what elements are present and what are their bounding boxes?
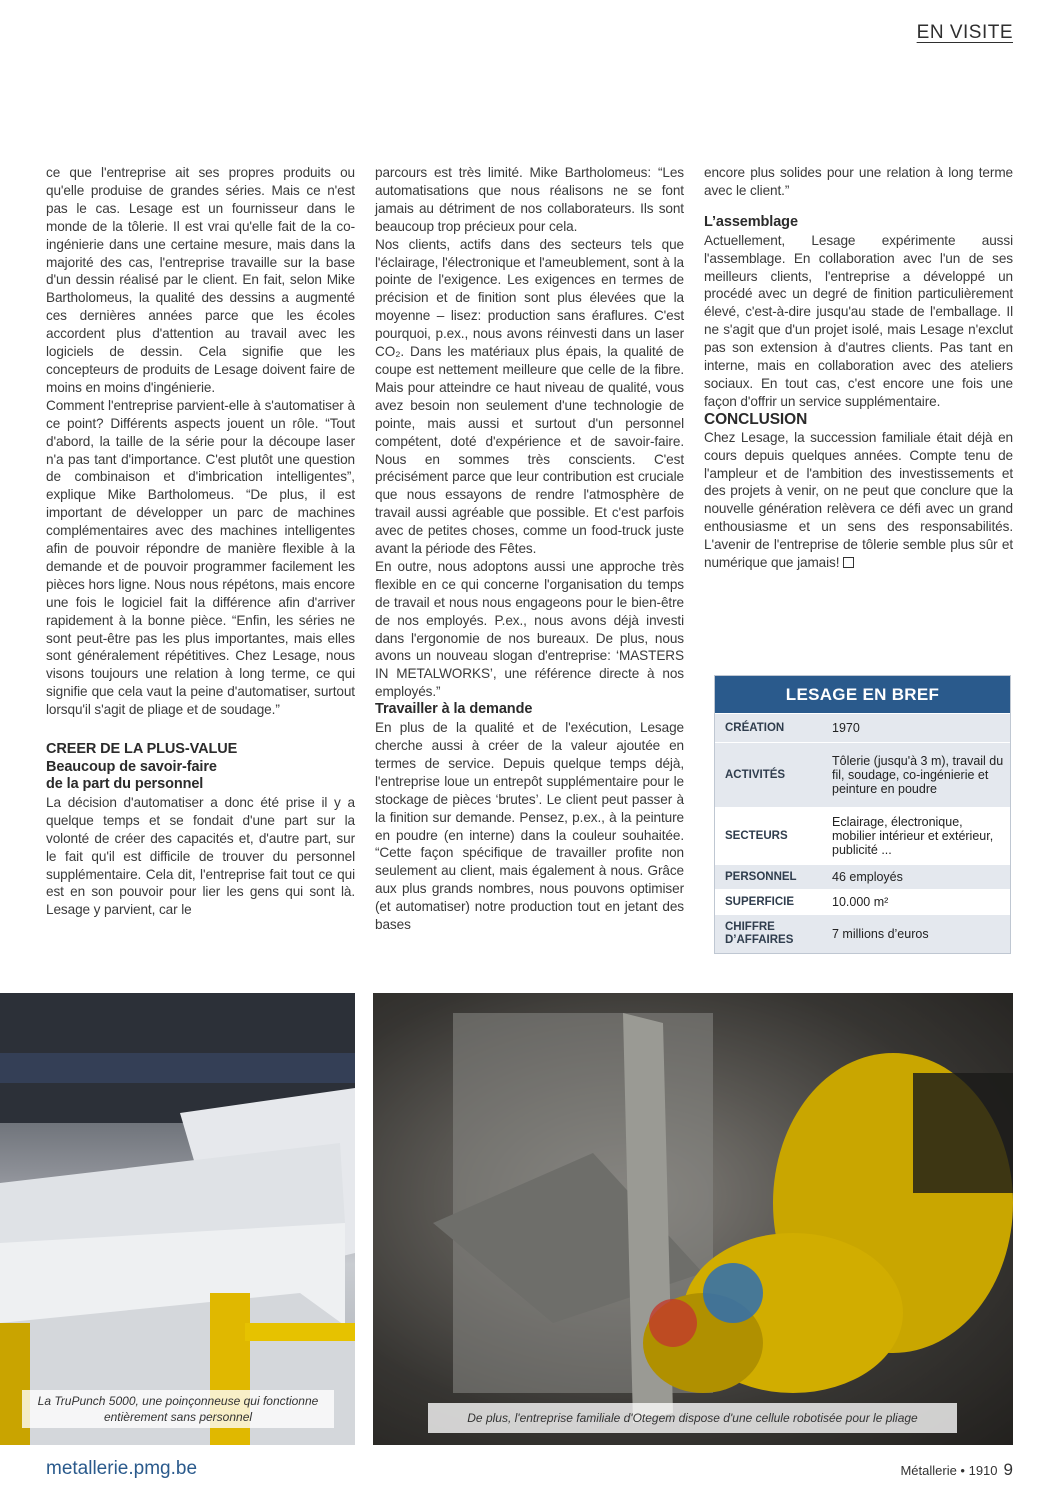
col2-paragraph-4: En plus de la qualité et de l'exécution, Lesage cherche aussi à créer de la valeur ajoutée en termes de service. Depuis quelque temps déjà, l'entreprise loue un entrepôt supplémentaire pour le stockage de pièces ‘brutes’. Le client peut passer à la finition sur demande. Pensez, p.ex., à la peinture en poudre (en interne) dans la couleur souhaitée. “Cette façon spécifique de travailler profite non seulement au client, mais également à nous. Grâce aux plus grands nombres, nous pouvons optimiser (et automatiser) notre production tout en jetant des bases (375, 720, 684, 933)
col1-subheading-line-2: de la part du personnel (46, 776, 204, 792)
col3-paragraph-3-text: Chez Lesage, la succession familiale était déjà en cours depuis quelques années. Compte tenu de l'ampleur et de l'ambition des investissements et des projets à venir, on ne peut que conclure que la nouvelle génération relèvera ce défi avec un grand enthousiasme et un sens des responsabilités. L'avenir de l'entreprise de tôlerie semble plus sûr et numérique que jamais! (704, 429, 1013, 571)
photo-caption-right: De plus, l'entreprise familiale d'Otegem dispose d'une cellule robotisée pour le pliage (428, 1403, 957, 1433)
fact-value: 7 millions d’euros (832, 927, 929, 941)
col2-paragraph-2: Nos clients, actifs dans des secteurs tels que l'éclairage, l'électronique et l'ameublement, sont à la pointe de l'exigence. Les exigences en termes de précision et de finition sont plus élevées que la moyenne – lisez: production sans éraflures. C'est pourquoi, p.ex., nous avons réinvesti dans un laser CO₂. Dans les matériaux plus épais, la qualité de coupe est nettement meilleure que celle de la fibre. Mais pour atteindre ce haut niveau de qualité, vous avez besoin non seulement d'une technologie de pointe, mais aussi et surtout d'un personnel compétent, doté d'expérience et de savoir-faire. Nous en sommes très conscients. C'est précisément parce que leur contribution est cruciale que nous essayons de rendre l'atmosphère de travail aussi agréable que possible. Et c'est parfois avec de petites choses, comme un food-truck juste avant la période des Fêtes. (375, 236, 684, 557)
footer-website[interactable]: metallerie.pmg.be (46, 1458, 198, 1479)
end-mark-icon (843, 557, 854, 568)
fact-key: PERSONNEL (725, 870, 797, 883)
fact-key: SECTEURS (725, 829, 788, 842)
fact-value: Tôlerie (jusqu'à 3 m), travail du fil, soudage, co-ingénierie et peinture en poudre (832, 754, 1004, 796)
photo-caption-left: La TruPunch 5000, une poinçonneuse qui fonctionne entièrement sans personnel (22, 1390, 334, 1428)
fact-box-title: LESAGE EN BREF (715, 676, 1010, 713)
fact-key: CHIFFRE D’AFFAIRES (725, 921, 794, 946)
fact-row-chiffre (715, 914, 1010, 953)
fact-row-activites (715, 742, 1010, 807)
photo-robot-illustration (373, 993, 1013, 1445)
col3-paragraph-2: Actuellement, Lesage expérimente aussi l'assemblage. En collaboration avec l'un de ses meilleurs clients, l'entreprise a développé un procédé avec un degré de finition particulièrement élevé, c'est-à-dire jusqu'au stade de l'emballage. Il ne s'agit que d'un projet isolé, mais Lesage n'exclut pas son extension à d'autres clients. Pas tant en interne, mais en collaboration avec des ateliers sociaux. En tout cas, c'est encore une fois une façon d'offrir un service supplémentaire. (704, 232, 1013, 409)
footer-issue (900, 1460, 1013, 1480)
fact-value: 1970 (832, 721, 860, 735)
fact-box (714, 675, 1011, 954)
fact-row-personnel (715, 864, 1010, 889)
column-3 (704, 164, 1013, 572)
col3-paragraph-1: encore plus solides pour une relation à long terme avec le client.” (704, 165, 1013, 198)
col1-paragraph-2: Comment l'entreprise parvient-elle à s'automatiser à ce point? Différents aspects jouent un rôle. “Tout d'abord, la taille de la série pour la découpe laser n'a pas tant d'importance. C'est plutôt une question de combinaison et d'imbrication intelligentes”, explique Mike Bartholomeus. “De plus, il est important de développer un parc de machines complémentaires avec des machines intelligentes afin de pouvoir répondre de manière flexible à la demande et de pouvoir programmer facilement les pièces hors ligne. Nous nous répétons, mais encore une fois le logiciel fait la différence afin d'arriver rapidement à la bonne pièce. “Enfin, les séries ne sont peut-être pas les plus importantes, mais elles sont généralement répétitives. Chez Lesage, nous visons toujours une relation à long terme, ce qui signifie que cela vaut la peine d'automatiser, surtout lorsqu'il s'agit de pliage et de soudage.” (46, 397, 355, 718)
fact-key: SUPERFICIE (725, 895, 795, 908)
fact-row-superficie (715, 889, 1010, 914)
fact-value: 10.000 m² (832, 895, 889, 909)
page-number: 9 (1003, 1460, 1013, 1479)
col2-paragraph-1: parcours est très limité. Mike Bartholomeus: “Les automatisations que nous réalisons ne se font jamais au détriment de nos collaborateurs. Ils sont beaucoup trop précieux pour cela. (375, 165, 684, 234)
column-1 (46, 164, 355, 919)
col1-heading: CREER DE LA PLUS-VALUE (46, 741, 238, 758)
photo-trupunch-illustration (0, 993, 355, 1445)
fact-value: 46 employés (832, 870, 903, 884)
fact-value: Eclairage, électronique, mobilier intérieur et extérieur, publicité ... (832, 815, 994, 857)
fact-row-creation (715, 713, 1010, 742)
photo-robot-cell (373, 993, 1013, 1445)
col1-subheading-line-1: Beaucoup de savoir-faire (46, 759, 217, 775)
col1-paragraph-3: La décision d'automatiser a donc été prise il y a quelque temps et se fondait d'une part sur la volonté de créer des capacités et, d'autre part, sur le fait qu'il est difficile de trouver du personnel supplémentaire. Cela dit, l'entreprise fait tout ce qui est en son pouvoir pour lier les gens qui sont là. Lesage y parvient, car le (46, 794, 355, 918)
photo-trupunch-machine (0, 993, 355, 1445)
fact-key: ACTIVITÉS (725, 768, 786, 781)
col3-paragraph-3 (704, 429, 1013, 572)
col2-heading: Travailler à la demande (375, 701, 533, 718)
col3-heading-assemblage: L’assemblage (704, 213, 798, 230)
footer-issue-label: Métallerie • 1910 (900, 1463, 998, 1478)
col2-paragraph-3: En outre, nous adoptons aussi une approche très flexible en ce qui concerne l'organisation du temps de travail et nous nous engageons pour le bien-être de nos employés. P.ex., nous avons déjà investi dans l'ergonomie de nos bureaux. De plus, nous avons un nouveau slogan d'entreprise: ‘MASTERS IN METALWORKS’, une référence directe à nos employés.” (375, 558, 684, 700)
column-2 (375, 164, 684, 934)
fact-row-secteurs (715, 807, 1010, 864)
col3-heading-conclusion: CONCLUSION (704, 410, 808, 428)
col1-paragraph-1: ce que l'entreprise ait ses propres produits ou qu'elle produise de grandes séries. Mais ce n'est pas le cas. Lesage est un fournisseur dans le monde de la tôlerie. Il est vrai qu'elle fait de la co-ingénierie dans une certaine mesure, mais dans la majorité des cas, l'entreprise travaille sur la base d'un dessin réalisé par le client. En fait, selon Mike Bartholomeus, la qualité des dessins a augmenté ces dernières années parce que les écoles accordent plus d'attention au travail avec les logiciels de dessin. Cela signifie que les concepteurs de produits de Lesage doivent faire de moins en moins d'ingénierie. (46, 165, 355, 395)
section-tag: EN VISITE (916, 22, 1013, 43)
fact-key: CRÉATION (725, 721, 785, 734)
